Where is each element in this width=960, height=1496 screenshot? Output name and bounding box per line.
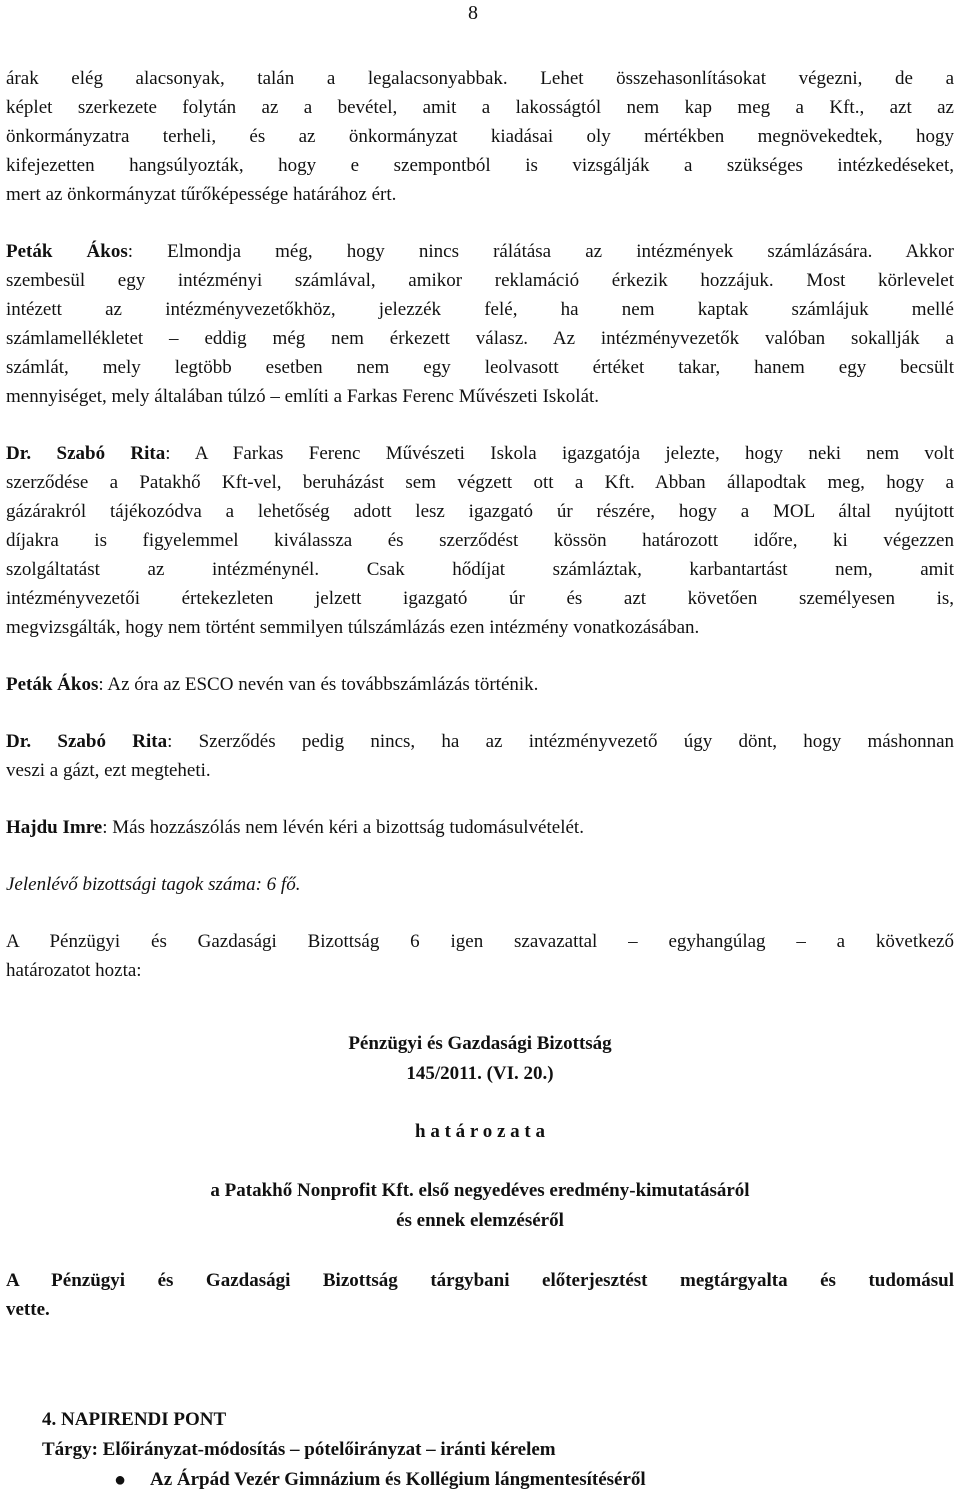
bullet-dot-icon: ● bbox=[114, 1469, 127, 1491]
text-line: szembesül egy intézményi számlával, amikor reklamáció érkezik hozzájuk. Most körlevelet bbox=[6, 270, 954, 291]
text-line bbox=[6, 439, 954, 468]
speaker-prefix: Dr. bbox=[6, 443, 32, 464]
speaker-name: Hajdu Imre bbox=[6, 817, 103, 838]
attendance-note bbox=[6, 870, 954, 899]
paragraph-szabo-1 bbox=[6, 439, 954, 642]
speech-text: : Szerződés pedig nincs, ha az intézményvezető úgy dönt, hogy máshonnan bbox=[167, 731, 955, 752]
text-line: A Pénzügyi és Gazdasági Bizottság 6 igen szavazattal – egyhangúlag – a következő bbox=[6, 931, 954, 952]
paragraph-petak-1 bbox=[6, 237, 954, 411]
agenda-title: 4. NAPIRENDI PONT bbox=[42, 1409, 227, 1430]
text-line: számlamellékletet – eddig még nem érkezett válasz. Az intézményvezetők valóban sokallják a bbox=[6, 328, 954, 349]
vote-paragraph bbox=[6, 927, 954, 985]
document-body bbox=[6, 64, 954, 1324]
resolution-subject-1: a Patakhő Nonprofit Kft. első negyedéves eredmény-kimutatásáról bbox=[210, 1180, 750, 1201]
speaker-name: Szabó Rita bbox=[57, 731, 168, 752]
text-line: intézett az intézményvezetőkhöz, jelezzék felé, ha nem kaptak számlájuk mellé bbox=[6, 299, 954, 320]
text-line bbox=[6, 237, 954, 266]
text-line: díjakra is figyelemmel kiválassza és szerződést kössön határozott időre, ki végezzen bbox=[6, 530, 954, 551]
text-line: kifejezetten hangsúlyozták, hogy e szempontból is vizsgálják a szükséges intézkedéseket, bbox=[6, 155, 954, 176]
speaker-name: Peták Ákos bbox=[6, 674, 99, 695]
text-line: határozatot hozta: bbox=[6, 960, 142, 981]
committee-name: Pénzügyi és Gazdasági Bizottság bbox=[348, 1033, 612, 1054]
speech-text: : Más hozzászólás nem lévén kéri a bizottság tudomásulvételét. bbox=[102, 817, 584, 838]
bullet-text: Az Árpád Vezér Gimnázium és Kollégium lángmentesítéséről bbox=[150, 1469, 646, 1490]
speaker-name: Peták Ákos bbox=[6, 241, 128, 262]
text-line: mennyiséget, mely általában túlzó – említi a Farkas Ferenc Művészeti Iskolát. bbox=[6, 386, 600, 407]
text-line: mert az önkormányzat tűrőképessége határához ért. bbox=[6, 184, 397, 205]
resolution-heading: h a t á r o z a t a bbox=[415, 1121, 545, 1142]
text-line: szerződése a Patakhő Kft-vel, beruházást sem végzett ott a Kft. Abban állapodtak meg, hogy a bbox=[6, 472, 954, 493]
paragraph-intro bbox=[6, 64, 954, 209]
paragraph-petak-2 bbox=[6, 670, 954, 699]
speaker-prefix: Dr. bbox=[6, 731, 32, 752]
text-line: gázárakról tájékozódva a lehetőség adott lesz igazgató úr részére, hogy a MOL által nyújtott bbox=[6, 501, 954, 522]
speech-text: : Elmondja még, hogy nincs rálátása az intézmények számlázására. Akkor bbox=[127, 241, 954, 262]
resolution-subject-2: és ennek elemzéséről bbox=[396, 1210, 564, 1231]
resolution-decision bbox=[6, 1266, 954, 1324]
text-line bbox=[6, 670, 954, 699]
text-line: vette. bbox=[6, 1299, 50, 1320]
text-line: képlet szerkezete folytán az a bevétel, amit a lakosságtól nem kap meg a Kft., azt az bbox=[6, 97, 954, 118]
page-number: 8 bbox=[468, 2, 478, 24]
paragraph-szabo-2 bbox=[6, 727, 954, 785]
speech-text: : A Farkas Ferenc Művészeti Iskola igazgatója jelezte, hogy neki nem volt bbox=[165, 443, 954, 464]
text-line: számlát, mely legtöbb esetben nem egy leolvasott értéket takar, hanem egy becsült bbox=[6, 357, 954, 378]
agenda-item bbox=[42, 1405, 646, 1495]
attendance-text: Jelenlévő bizottsági tagok száma: 6 fő. bbox=[6, 874, 301, 895]
text-line: megvizsgálták, hogy nem történt semmilyen túlszámlázás ezen intézmény vonatkozásában. bbox=[6, 617, 700, 638]
text-line bbox=[6, 813, 954, 842]
resolution-header bbox=[6, 1029, 954, 1236]
text-line: A Pénzügyi és Gazdasági Bizottság tárgybani előterjesztést megtárgyalta és tudomásul bbox=[6, 1270, 954, 1291]
agenda-subject: Tárgy: Előirányzat-módosítás – pótelőirányzat – iránti kérelem bbox=[42, 1439, 556, 1460]
text-line: intézményvezetői értekezleten jelzett igazgató úr és azt követően személyesen is, bbox=[6, 588, 954, 609]
text-line: szolgáltatást az intézménynél. Csak hődíjat számláztak, karbantartást nem, amit bbox=[6, 559, 954, 580]
agenda-bullet-item bbox=[114, 1465, 646, 1495]
speaker-name: Szabó Rita bbox=[56, 443, 166, 464]
text-line: árak elég alacsonyak, talán a legalacsonyabbak. Lehet összehasonlításokat végezni, de a bbox=[6, 68, 954, 89]
resolution-number: 145/2011. (VI. 20.) bbox=[406, 1063, 554, 1084]
paragraph-hajdu bbox=[6, 813, 954, 842]
text-line bbox=[6, 727, 954, 756]
text-line: önkormányzatra terheli, és az önkormányzat kiadásai oly mértékben megnövekedtek, hogy bbox=[6, 126, 954, 147]
speech-text: : Az óra az ESCO nevén van és továbbszámlázás történik. bbox=[98, 674, 539, 695]
text-line: veszi a gázt, ezt megteheti. bbox=[6, 760, 211, 781]
